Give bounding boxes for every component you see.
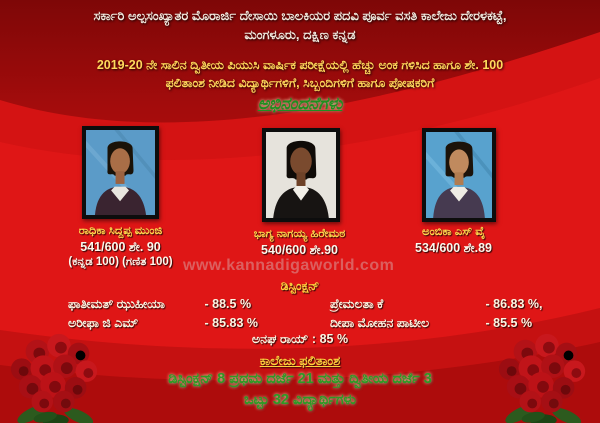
distinction-score: 88.5 % [212,297,252,311]
announcement-line1: 2019-20 ನೇ ಸಾಲಿನ ದ್ವಿತೀಯ ಪಿಯುಸಿ ವಾರ್ಷಿಕ ಪರೀಕ್ಷೆಯಲ್ಲಿ ಹೆಚ್ಚು ಅಂಕ ಗಳಿಸಿದ ಹಾಗೂ ಶೇ. 100 [96,58,504,72]
student-subject-scores: (ಕನ್ನಡ 100) (ಗಣಿತ 100) [68,256,173,268]
rose-bouquet-right-image [490,326,598,423]
separator: - [485,297,490,311]
student-photo-1 [82,126,159,219]
student-portrait-1-image [86,130,155,215]
distinction-row [330,295,592,314]
college-result-heading: ಕಾಲೇಜು ಫಲಿತಾಂಶ [259,353,341,368]
separator: - [204,297,209,311]
student-marks: 534/600 ಶೇ.89 [415,240,492,255]
distinction-row [68,295,323,314]
announcement-line2: ಫಲಿತಾಂಶ ನೀಡಿದ ವಿದ್ಯಾರ್ಥಿಗಳಿಗೆ, ಸಿಬ್ಬಂದಿಗಳಿಗೆ ಹಾಗೂ ಪೋಷಕರಿಗೆ [165,76,435,90]
distinction-name: ಫಾತೀಮತ್ ಝುಹೀಯಾ [68,297,165,311]
distinction-name: ದೀಪಾ ಮೋಹನ ಪಾಟೀಲ [330,315,430,330]
college-result-line2: ಒಟ್ಟು 32 ವಿದ್ಯಾರ್ಥಿಗಳು [243,392,357,408]
distinction-score: 85.83 % [212,315,259,330]
college-title-line2: ಮಂಗಳೂರು, ದಕ್ಷಿಣ ಕನ್ನಡ [244,27,356,42]
student-caption-3 [361,225,546,256]
college-result-line1: ಡಿಸ್ಟಿಂಕ್ಷನ್ 8 ಪ್ರಥಮ ದರ್ಜೆ 21 ಮತ್ತು ದ್ವಿತೀಯ ದರ್ಜೆ 3 [168,371,432,387]
distinction-name: ಅರೀಫಾ ಜಿ ಎಮ್ [68,315,139,330]
distinction-score: 85.5 % [493,315,533,330]
distinction-heading: ಡಿಸ್ಟಿಂಕ್ಷನ್ [280,279,320,293]
student-marks: 541/600 ಶೇ. 90 [80,239,161,254]
separator: : [311,332,317,346]
student-portrait-3-image [426,132,492,218]
rose-bouquet-left-image [2,326,110,423]
student-photo-2 [262,128,340,222]
distinction-score: 85 % [319,332,349,346]
watermark-text: www.kannadigaworld.com [183,257,395,274]
student-portrait-2-image [266,132,336,218]
student-photo-3 [422,128,496,222]
separator: - [204,315,209,330]
college-title-line1: ಸರ್ಕಾರಿ ಅಲ್ಪಸಂಖ್ಯಾತರ ಮೊರಾರ್ಜಿ ದೇಸಾಯಿ ಬಾಲಕಿಯರ ಪದವಿ ಪೂರ್ವ ವಸತಿ ಕಾಲೇಜು ದೇರಳಕಟ್ಟೆ, [93,8,507,23]
distinction-name: ಪ್ರೇಮಲತಾ ಕೆ [330,297,384,311]
distinction-name: ಅನಘ ರಾಯ್ [251,332,309,346]
separator: - [485,315,490,330]
student-marks: 540/600 ಶೇ.90 [261,242,338,257]
distinction-score: 86.83 %, [493,297,543,311]
congratulations-heading: ಅಭಿನಂದನೆಗಳು [257,94,343,113]
student-name: ಭಾಗ್ಯ ನಾಗಯ್ಯ ಹಿರೇಮಠ [253,228,346,240]
student-name: ರಾಧಿಕಾ ಸಿದ್ದಪ್ಪ ಮುಂಜಿ [78,225,163,237]
student-name: ಅಂಬಿಕಾ ಎಸ್ ವೈ [421,226,485,238]
